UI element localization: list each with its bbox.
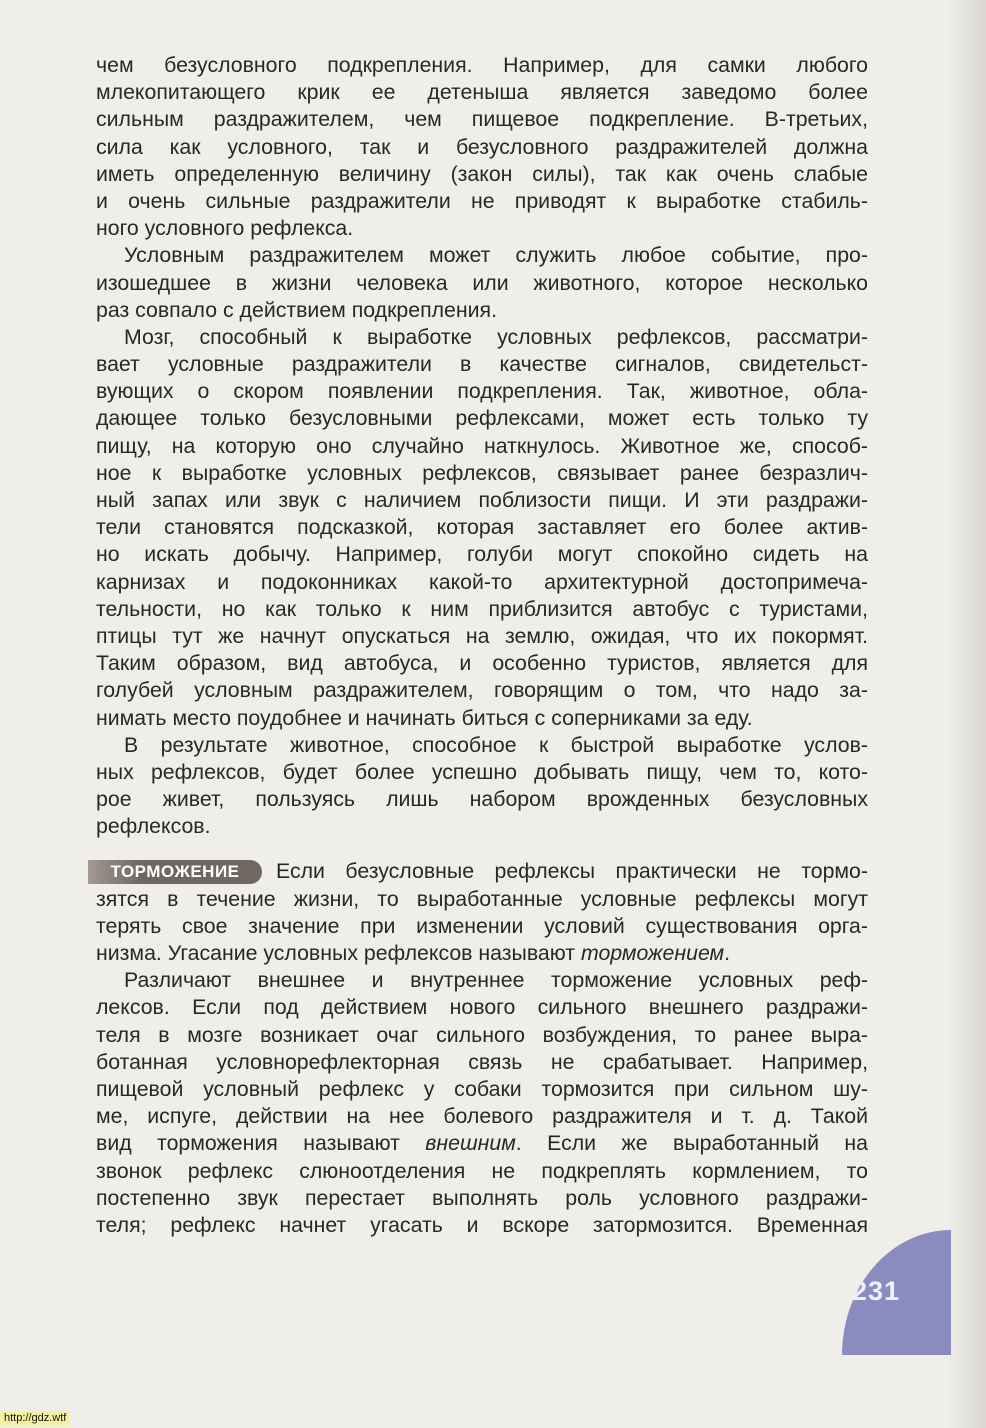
text-line: звонок рефлекс слюноотделения не подкреплять кормлением, то — [96, 1158, 868, 1183]
text-line: изошедшее в жизни человека или животного, которое несколько — [96, 270, 868, 295]
text-line — [96, 940, 868, 967]
text-line: голубей условным раздражителем, говорящим о том, что надо за- — [96, 678, 868, 703]
text-line: тельности, но как только к ним приблизится автобус с туристами, — [96, 596, 868, 621]
page-edge-shadow — [946, 0, 986, 1428]
text-line: ное к выработке условных рефлексов, связывает ранее безразлич- — [96, 460, 868, 485]
text-segment: низма. Угасание условных рефлексов называют — [96, 941, 581, 965]
text-line: ботанная условнорефлекторная связь не срабатывает. Например, — [96, 1049, 868, 1074]
text-line: но искать добычу. Например, голуби могут спокойно сидеть на — [96, 542, 868, 567]
text-line: постепенно звук перестает выполнять роль условного раздражи- — [96, 1185, 868, 1210]
text-line: карнизах и подоконниках какой-то архитектурной достопримеча- — [96, 569, 868, 594]
emphasized-term: внешним — [425, 1131, 516, 1156]
text-line: и очень сильные раздражители не приводят к выработке стабиль- — [96, 188, 868, 213]
text-line: лексов. Если под действием нового сильного внешнего раздражи- — [96, 995, 868, 1020]
text-line: млекопитающего крик ее детеныша является заведомо более — [96, 80, 868, 105]
text-line: В результате животное, способное к быстрой выработке услов- — [124, 732, 868, 757]
text-line: ме, испуге, действии на нее болевого раздражителя и т. д. Такой — [96, 1104, 868, 1129]
text-line: Различают внешнее и внутреннее торможение условных реф- — [124, 968, 868, 993]
text-line: раз совпало с действием подкрепления. — [96, 297, 497, 322]
text-line — [96, 1130, 868, 1157]
section-heading-badge: ТОРМОЖЕНИЕ — [88, 860, 262, 884]
text-line: теля в мозге возникает очаг сильного возбуждения, то ранее выра- — [96, 1022, 868, 1047]
text-line: птицы тут же начнут опускаться на землю, ожидая, что их покормят. — [96, 623, 868, 648]
text-segment: . — [724, 941, 731, 965]
text-line: зятся в течение жизни, то выработанные условные рефлексы могут — [96, 886, 868, 911]
emphasized-term: торможением — [580, 941, 725, 965]
text-line: ных рефлексов, будет более успешно добывать пищу, чем то, кото- — [96, 759, 868, 784]
text-line: Если безусловные рефлексы практически не тормо- — [276, 859, 868, 884]
text-line: рефлексов. — [96, 814, 211, 839]
page-number: 231 — [852, 1276, 901, 1306]
text-line: сильным раздражителем, чем пищевое подкрепление. В-третьих, — [96, 107, 868, 132]
text-line: сила как условного, так и безусловного раздражителей должна — [96, 134, 868, 159]
text-segment: вид торможения называют — [96, 1131, 426, 1156]
text-line: Таким образом, вид автобуса, и особенно туристов, является для — [96, 651, 868, 676]
text-line: вующих о скором появлении подкрепления. Так, животное, обла- — [96, 379, 868, 404]
text-line: рое живет, пользуясь лишь набором врожденных безусловных — [96, 787, 868, 812]
text-line: чем безусловного подкрепления. Например, для самки любого — [96, 53, 868, 77]
text-segment: . Если же выработанный на — [515, 1131, 869, 1156]
text-line: вает условные раздражители в качестве сигналов, свидетельст- — [96, 352, 868, 377]
text-line: пищевой условный рефлекс у собаки тормозится при сильном шу- — [96, 1076, 868, 1101]
text-line: дающее только безусловными рефлексами, может есть только ту — [96, 406, 868, 431]
text-line: Условным раздражителем может служить любое событие, про- — [124, 243, 868, 268]
text-line: иметь определенную величину (закон силы), так как очень слабые — [96, 161, 868, 186]
watermark-link[interactable]: http://gdz.wtf — [0, 1411, 70, 1425]
text-line: тели становятся подсказкой, которая заставляет его более актив- — [96, 515, 868, 540]
text-line: теля; рефлекс начнет угасать и вскоре затормозится. Временная — [96, 1212, 868, 1237]
text-line: Мозг, способный к выработке условных рефлексов, рассматри- — [124, 324, 868, 349]
text-line: нимать место поудобнее и начинать биться с соперниками за еду. — [96, 705, 753, 730]
text-line: пищу, на которую оно случайно наткнулось. Животное же, способ- — [96, 433, 868, 458]
text-line: ного условного рефлекса. — [96, 216, 354, 241]
text-line: ный запах или звук с наличием поблизости пищи. И эти раздражи- — [96, 488, 868, 512]
page-body — [96, 52, 868, 1239]
text-line: терять свое значение при изменении условий существования орга- — [96, 913, 868, 938]
